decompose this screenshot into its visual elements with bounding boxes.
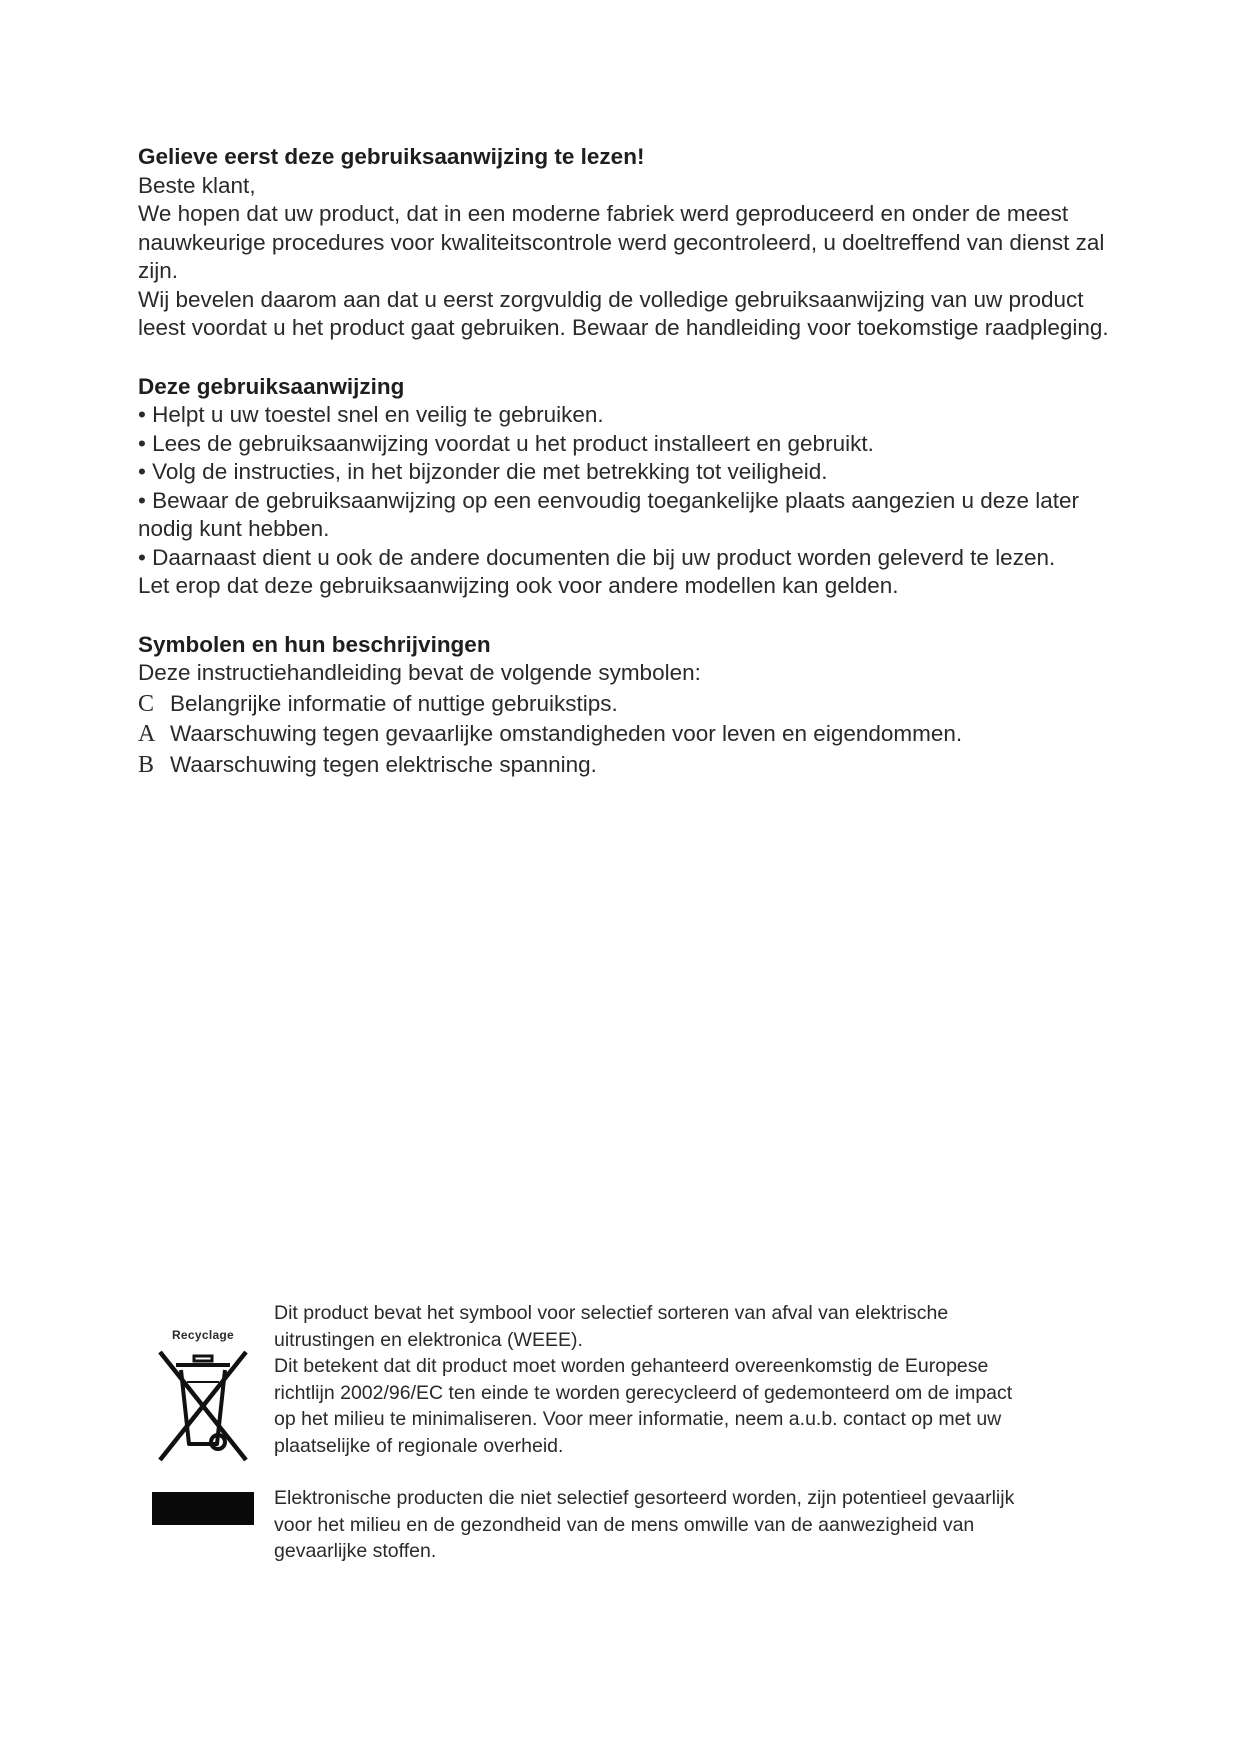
- section-gap: [138, 601, 1118, 631]
- symbol-row-warning: [138, 720, 1118, 749]
- symbols-title: Symbolen en hun beschrijvingen: [138, 631, 491, 657]
- weee-line: Elektronische producten die niet selectief gesorteerd worden, zijn potentieel gevaarlijk: [274, 1487, 1015, 1509]
- manual-bullet: • Bewaar de gebruiksaanwijzing op een eenvoudig toegankelijke plaats aangezien u deze later nodig kunt hebben.: [138, 487, 1080, 541]
- weee-line: uitrustingen en elektronica (WEEE).: [274, 1328, 583, 1351]
- symbol-description: Belangrijke informatie of nuttige gebruikstips.: [170, 690, 618, 716]
- greeting: Beste klant,: [138, 172, 256, 198]
- weee-line: op het milieu te minimaliseren. Voor meer informatie, neem a.u.b. contact op met uw: [274, 1408, 1002, 1430]
- weee-gap: [274, 1459, 1104, 1485]
- weee-line: Dit betekent dat dit product moet worden gehanteerd overeenkomstig de Europese: [274, 1355, 989, 1377]
- manual-title: Deze gebruiksaanwijzing: [138, 373, 405, 399]
- weee-text: [274, 1300, 1104, 1565]
- manual-bullet: • Lees de gebruiksaanwijzing voordat u het product installeert en gebruikt.: [138, 430, 874, 456]
- manual-bullet: • Helpt u uw toestel snel en veilig te gebruiken.: [138, 402, 604, 427]
- manual-note: Let erop dat deze gebruiksaanwijzing ook voor andere modellen kan gelden.: [138, 573, 899, 598]
- symbol-description: Waarschuwing tegen elektrische spanning.: [170, 751, 597, 777]
- weee-line: plaatselijke of regionale overheid.: [274, 1434, 564, 1457]
- weee-line: gevaarlijke stoffen.: [274, 1540, 437, 1562]
- warning-symbol-icon: A: [138, 721, 156, 747]
- weee-black-bar: [152, 1492, 254, 1525]
- symbol-row-electric: [138, 751, 1118, 780]
- symbols-intro: Deze instructiehandleiding bevat de volgende symbolen:: [138, 660, 701, 685]
- symbol-description: Waarschuwing tegen gevaarlijke omstandigheden voor leven en eigendommen.: [170, 721, 963, 746]
- crossed-bin-icon: [154, 1348, 252, 1466]
- intro-paragraph-1: We hopen dat uw product, dat in een moderne fabriek werd geproduceerd en onder de meest nauwkeurige procedures voor kwaliteitscontrole werd gecontroleerd, u doeltreffend van dienst zal zijn.: [138, 201, 1105, 283]
- weee-line: richtlijn 2002/96/EC ten einde te worden gerecycleerd of gedemonteerd om de impact: [274, 1381, 1013, 1404]
- manual-bullet: • Volg de instructies, in het bijzonder die met betrekking tot veiligheid.: [138, 459, 828, 484]
- electric-symbol-icon: B: [138, 751, 155, 778]
- weee-line: voor het milieu en de gezondheid van de mens omwille van de aanwezigheid van: [274, 1513, 975, 1536]
- weee-line: Dit product bevat het symbool voor selectief sorteren van afval van elektrische: [274, 1302, 949, 1324]
- symbol-row-info: [138, 690, 1118, 719]
- main-content: [138, 143, 1118, 779]
- intro-paragraph-2: Wij bevelen daarom aan dat u eerst zorgvuldig de volledige gebruiksaanwijzing van uw product leest voordat u het product gaat gebruiken. Bewaar de handleiding voor toekomstige raadpleging.: [138, 286, 1109, 340]
- info-symbol-icon: C: [138, 690, 155, 717]
- section-gap: [138, 343, 1118, 373]
- weee-logo: [152, 1328, 254, 1525]
- recyclage-label: Recyclage: [171, 1328, 235, 1342]
- manual-bullet: • Daarnaast dient u ook de andere documenten die bij uw product worden geleverd te lezen.: [138, 544, 1056, 570]
- intro-title: Gelieve eerst deze gebruiksaanwijzing te lezen!: [138, 144, 645, 169]
